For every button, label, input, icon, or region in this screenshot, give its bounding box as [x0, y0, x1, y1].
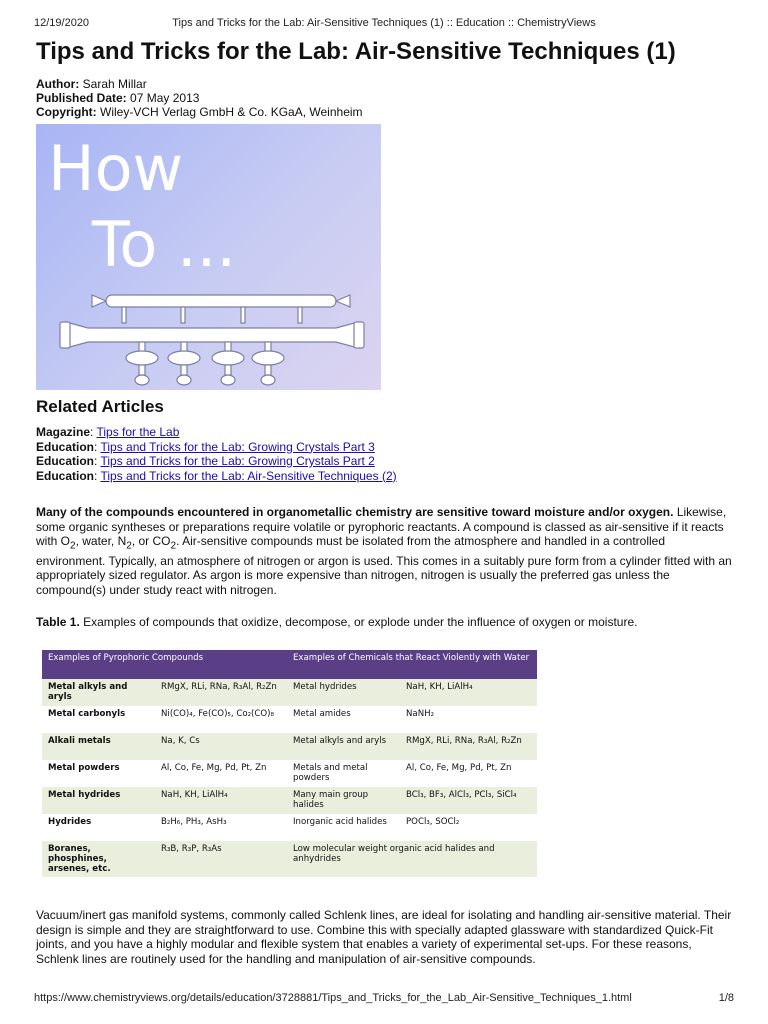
intro-lead: Many of the compounds encountered in organometallic chemistry are sensitive toward moisture and/or oxygen.: [36, 505, 674, 519]
table-cell: NaNH₂: [400, 706, 537, 733]
print-page-title: Tips and Tricks for the Lab: Air-Sensitive Techniques (1) :: Education :: ChemistryViews: [172, 17, 596, 29]
print-url: https://www.chemistryviews.org/details/education/3728881/Tips_and_Tricks_for_the_Lab_Air-Sensitive_Techniques_1.html: [34, 992, 632, 1004]
table-row: [42, 706, 537, 733]
table-cell: RMgX, RLi, RNa, R₃Al, R₂Zn: [400, 733, 537, 760]
author-name: Sarah Millar: [82, 77, 147, 91]
related-item: Education: Tips and Tricks for the Lab: Air-Sensitive Techniques (2): [36, 468, 397, 483]
table-row: [42, 787, 537, 814]
table-cell: NaH, KH, LiAlH₄: [155, 787, 287, 814]
table-row: [42, 814, 537, 841]
table-cell: Metal alkyls and aryls: [287, 733, 400, 760]
related-item: Magazine: Tips for the Lab: [36, 425, 180, 439]
related-articles-list: [36, 425, 397, 483]
table-cell: BCl₃, BF₃, AlCl₃, PCl₃, SiCl₄: [400, 787, 537, 814]
related-link-air-sensitive-2[interactable]: Tips and Tricks for the Lab: Air-Sensitive Techniques (2): [100, 468, 397, 483]
table-cell: Metal hydrides: [287, 679, 400, 706]
related-link-growing-crystals-2[interactable]: Tips and Tricks for the Lab: Growing Crystals Part 2: [100, 454, 375, 468]
published-date: 07 May 2013: [130, 91, 200, 105]
related-item-label: Education: [36, 439, 95, 454]
copyright-value: Wiley-VCH Verlag GmbH & Co. KGaA, Weinheim: [100, 105, 363, 119]
table-cell: Alkali metals: [42, 733, 155, 760]
table-cell: Many main group halides: [287, 787, 400, 814]
table-cell: Hydrides: [42, 814, 155, 841]
article-meta: [36, 77, 363, 119]
related-item-label: Education: [36, 454, 95, 468]
table-cell: Al, Co, Fe, Mg, Pd, Pt, Zn: [155, 760, 287, 787]
table-cell: NaH, KH, LiAlH₄: [400, 679, 537, 706]
table-cell: R₃B, R₃P, R₃As: [155, 841, 287, 877]
copyright-label: Copyright:: [36, 105, 97, 119]
intro-text: , or CO: [131, 534, 171, 548]
table-caption: [36, 615, 637, 629]
subscript: 2: [126, 540, 132, 552]
table-cell: Metal alkyls and aryls: [42, 679, 155, 706]
table-header-row: [42, 650, 537, 679]
related-item: Education: Tips and Tricks for the Lab: Growing Crystals Part 3: [36, 439, 375, 454]
table-row: [42, 760, 537, 787]
table-cell: RMgX, RLi, RNa, R₃Al, R₂Zn: [155, 679, 287, 706]
author-label: Author:: [36, 77, 80, 91]
intro-paragraph: [36, 505, 736, 597]
table-cell: B₂H₆, PH₃, AsH₃: [155, 814, 287, 841]
table-row: [42, 733, 537, 760]
related-link-growing-crystals-3[interactable]: Tips and Tricks for the Lab: Growing Crystals Part 3: [100, 439, 375, 454]
table-cell: Metal carbonyls: [42, 706, 155, 733]
header-pyrophoric: Examples of Pyrophoric Compounds: [42, 650, 287, 679]
hero-text-to: To ...: [92, 208, 237, 281]
table-cell: Metals and metal powders: [287, 760, 400, 787]
table-cell: Al, Co, Fe, Mg, Pd, Pt, Zn: [400, 760, 537, 787]
related-item-label: Magazine: [36, 425, 91, 439]
print-page-number: 1/8: [718, 992, 734, 1004]
schlenk-line-icon: [36, 124, 381, 390]
print-date: 12/19/2020: [34, 17, 90, 29]
intro-text: Likewise, some organic syntheses or preparations require volatile or pyrophoric reactants. A compound is classed as air-sensitive if it reacts with O: [36, 505, 727, 548]
table-cell: POCl₃, SOCl₂: [400, 814, 537, 841]
schlenk-paragraph: Vacuum/inert gas manifold systems, commonly called Schlenk lines, are ideal for isolating and handling air-sensitive material. Their design is simple and they are straightforward to use. Combine this with specially adapted glassware with standardized Quick-Fit joints, and you have a highly modular and flexible system that enables a variety of experimental set-ups. For these reasons, Schlenk lines are routinely used for the handling and manipulation of air-sensitive compounds.: [36, 908, 732, 966]
hero-text-how: How: [48, 132, 184, 205]
how-to-hero-image: [36, 124, 381, 390]
related-item-label: Education: [36, 468, 95, 483]
table-caption-label: Table 1.: [36, 615, 80, 629]
table-cell: Metal hydrides: [42, 787, 155, 814]
table-row: [42, 841, 537, 877]
intro-text: . Air-sensitive compounds must be isolated from the atmosphere and handled in a controlled environment. Typically, an atmosphere of nitrogen or argon is used. This comes in a suitably pure form from a cylinder fitted with an appropriately sized regulator. As argon is more expensive than nitrogen, nitrogen is usually the preferred gas unless the compound(s) under study react with nitrogen.: [36, 534, 732, 597]
table-cell: Metal powders: [42, 760, 155, 787]
header-water-reactive: Examples of Chemicals that React Violently with Water: [287, 650, 537, 679]
table-cell: Boranes, phosphines, arsenes, etc.: [42, 841, 155, 877]
compounds-table: [42, 650, 537, 877]
table-cell: Na, K, Cs: [155, 733, 287, 760]
table-cell: Ni(CO)₄, Fe(CO)₅, Co₂(CO)₈: [155, 706, 287, 733]
table-caption-text: Examples of compounds that oxidize, decompose, or explode under the influence of oxygen or moisture.: [79, 615, 638, 629]
table-cell: Metal amides: [287, 706, 400, 733]
table-cell: Low molecular weight organic acid halides and anhydrides: [287, 841, 537, 877]
subscript: 2: [170, 540, 177, 552]
table-cell: Inorganic acid halides: [287, 814, 400, 841]
intro-text: , water, N: [75, 534, 127, 548]
published-date-label: Published Date:: [36, 91, 127, 105]
related-item: Education: Tips and Tricks for the Lab: Growing Crystals Part 2: [36, 454, 375, 468]
table-row: [42, 679, 537, 706]
subscript: 2: [70, 540, 76, 552]
related-link-tips-for-the-lab[interactable]: Tips for the Lab: [96, 425, 180, 439]
article-title: Tips and Tricks for the Lab: Air-Sensitive Techniques (1): [36, 38, 676, 65]
related-articles-heading: Related Articles: [36, 397, 164, 416]
